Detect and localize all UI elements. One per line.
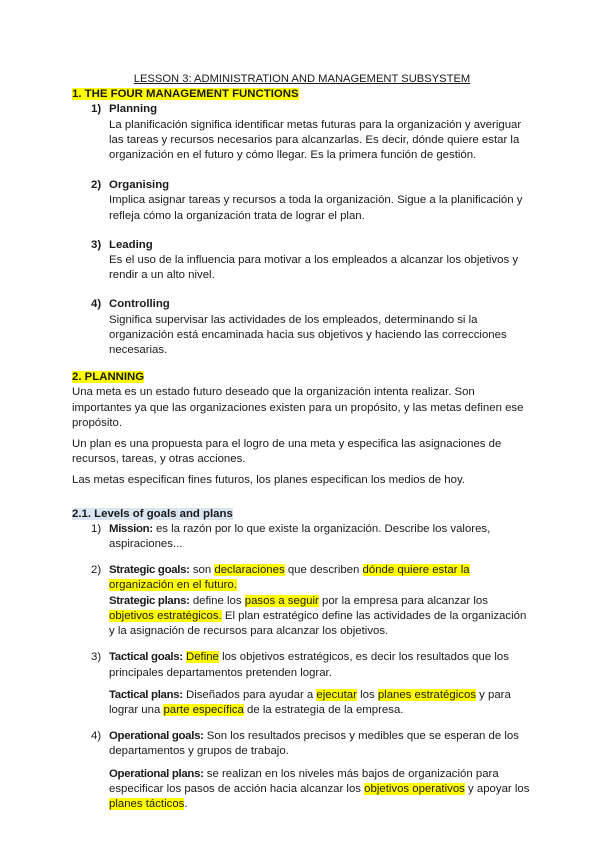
operational-goals-text: Operational goals: Son los resultados precisos y medibles que se esperan de los departamentos y grupos de trabajo. bbox=[109, 730, 519, 758]
list-number: 1) bbox=[91, 103, 102, 116]
operational-plans-label: Operational plans: bbox=[109, 767, 204, 780]
function-title: Leading bbox=[109, 238, 153, 251]
strategic-plans-text: Strategic plans: define los pasos a seguir por la empresa para alcanzar los objetivos estratégicos. El plan estratégico define las actividades de la organización y la asignación de recursos para alcanzar los objetivos. bbox=[109, 594, 527, 638]
level-item-tactical bbox=[72, 650, 532, 718]
list-number: 2) bbox=[91, 564, 102, 577]
mission-text: Mission: es la razón por lo que existe la organización. Describe los valores, aspiraciones... bbox=[109, 522, 491, 551]
highlight: parte específica bbox=[163, 703, 244, 716]
tactical-goals-text: Tactical goals: Define los objetivos estratégicos, es decir los resultados que los principales departamentos pretenden lograr. bbox=[109, 651, 509, 679]
plan-definition-paragraph: Un plan es una propuesta para el logro de una meta y especifica las asignaciones de recursos, tareas, y otras acciones. bbox=[72, 438, 502, 466]
subsection-heading-levels: 2.1. Levels of goals and plans bbox=[72, 507, 233, 520]
tactical-plans-label: Tactical plans: bbox=[109, 688, 183, 701]
function-title: Organising bbox=[109, 179, 170, 192]
function-item-controlling bbox=[72, 297, 532, 358]
list-number: 1) bbox=[91, 522, 102, 535]
function-description: Es el uso de la influencia para motivar a los empleados a alcanzar los objetivos y rendir a un alto nivel. bbox=[109, 254, 519, 282]
document-page bbox=[72, 72, 532, 812]
level-item-operational bbox=[72, 729, 532, 812]
highlight: objetivos estratégicos. bbox=[109, 609, 222, 622]
goals-vs-plans-paragraph: Las metas especifican fines futuros, los planes especifican los medios de hoy. bbox=[72, 474, 465, 487]
strategic-plans-label: Strategic plans: bbox=[109, 594, 190, 607]
mission-label: Mission: bbox=[109, 522, 153, 535]
function-item-planning bbox=[72, 102, 532, 163]
highlight: pasos a seguir bbox=[244, 594, 319, 607]
strategic-goals-text: Strategic goals: son declaraciones que describen dónde quiere estar la organización en el futuro. bbox=[109, 564, 470, 592]
highlight: planes estratégicos bbox=[377, 688, 476, 701]
level-item-strategic bbox=[72, 563, 532, 639]
function-title: Controlling bbox=[109, 298, 170, 311]
highlight: dónde quiere estar la organización en el futuro. bbox=[109, 564, 470, 592]
section-heading-management-functions: 1. THE FOUR MANAGEMENT FUNCTIONS bbox=[72, 88, 299, 101]
highlight: ejecutar bbox=[316, 688, 357, 701]
function-item-leading bbox=[72, 238, 532, 284]
list-number: 4) bbox=[91, 730, 102, 743]
tactical-plans-text: Tactical plans: Diseñados para ayudar a ejecutar los planes estratégicos y para lograr una parte específica de la estrategia de la empresa. bbox=[109, 688, 511, 716]
tactical-goals-label: Tactical goals: bbox=[109, 651, 183, 664]
list-number: 2) bbox=[91, 179, 102, 192]
goal-definition-paragraph: Una meta es un estado futuro deseado que la organización intenta realizar. Son importantes ya que las organizaciones existen para un propósito, y las metas definen ese propósito. bbox=[72, 386, 524, 429]
section-heading-planning: 2. PLANNING bbox=[72, 371, 145, 384]
highlight: objetivos operativos bbox=[364, 782, 465, 795]
operational-plans-text: Operational plans: se realizan en los niveles más bajos de organización para especificar los pasos de acción hacia alcanzar los objetivos operativos y apoyar los planes tácticos. bbox=[109, 767, 530, 810]
function-description: La planificación significa identificar metas futuras para la organización y averiguar las tareas y recursos necesarios para alcanzarlas. Es decir, dónde quiere estar la organización en el futuro y cómo llegar. Es la primera función de gestión. bbox=[109, 118, 522, 162]
level-item-mission bbox=[72, 522, 532, 552]
list-number: 3) bbox=[91, 651, 102, 664]
function-description: Implica asignar tareas y recursos a toda la organización. Sigue a la planificación y refleja cómo la organización trata de lograr el plan. bbox=[109, 194, 523, 222]
function-item-organising bbox=[72, 178, 532, 224]
function-description: Significa supervisar las actividades de los empleados, determinando si la organización está encaminada hacia sus objetivos y haciendo las correcciones necesarias. bbox=[109, 313, 507, 357]
operational-goals-label: Operational goals: bbox=[109, 730, 204, 743]
function-title: Planning bbox=[109, 103, 158, 116]
list-number: 4) bbox=[91, 298, 102, 311]
highlight: Define bbox=[185, 651, 219, 664]
highlight: declaraciones bbox=[214, 564, 285, 577]
strategic-goals-label: Strategic goals: bbox=[109, 564, 190, 577]
lesson-title: LESSON 3: ADMINISTRATION AND MANAGEMENT SUBSYSTEM bbox=[133, 73, 471, 85]
list-number: 3) bbox=[91, 238, 102, 251]
highlight: planes tácticos bbox=[109, 797, 185, 810]
